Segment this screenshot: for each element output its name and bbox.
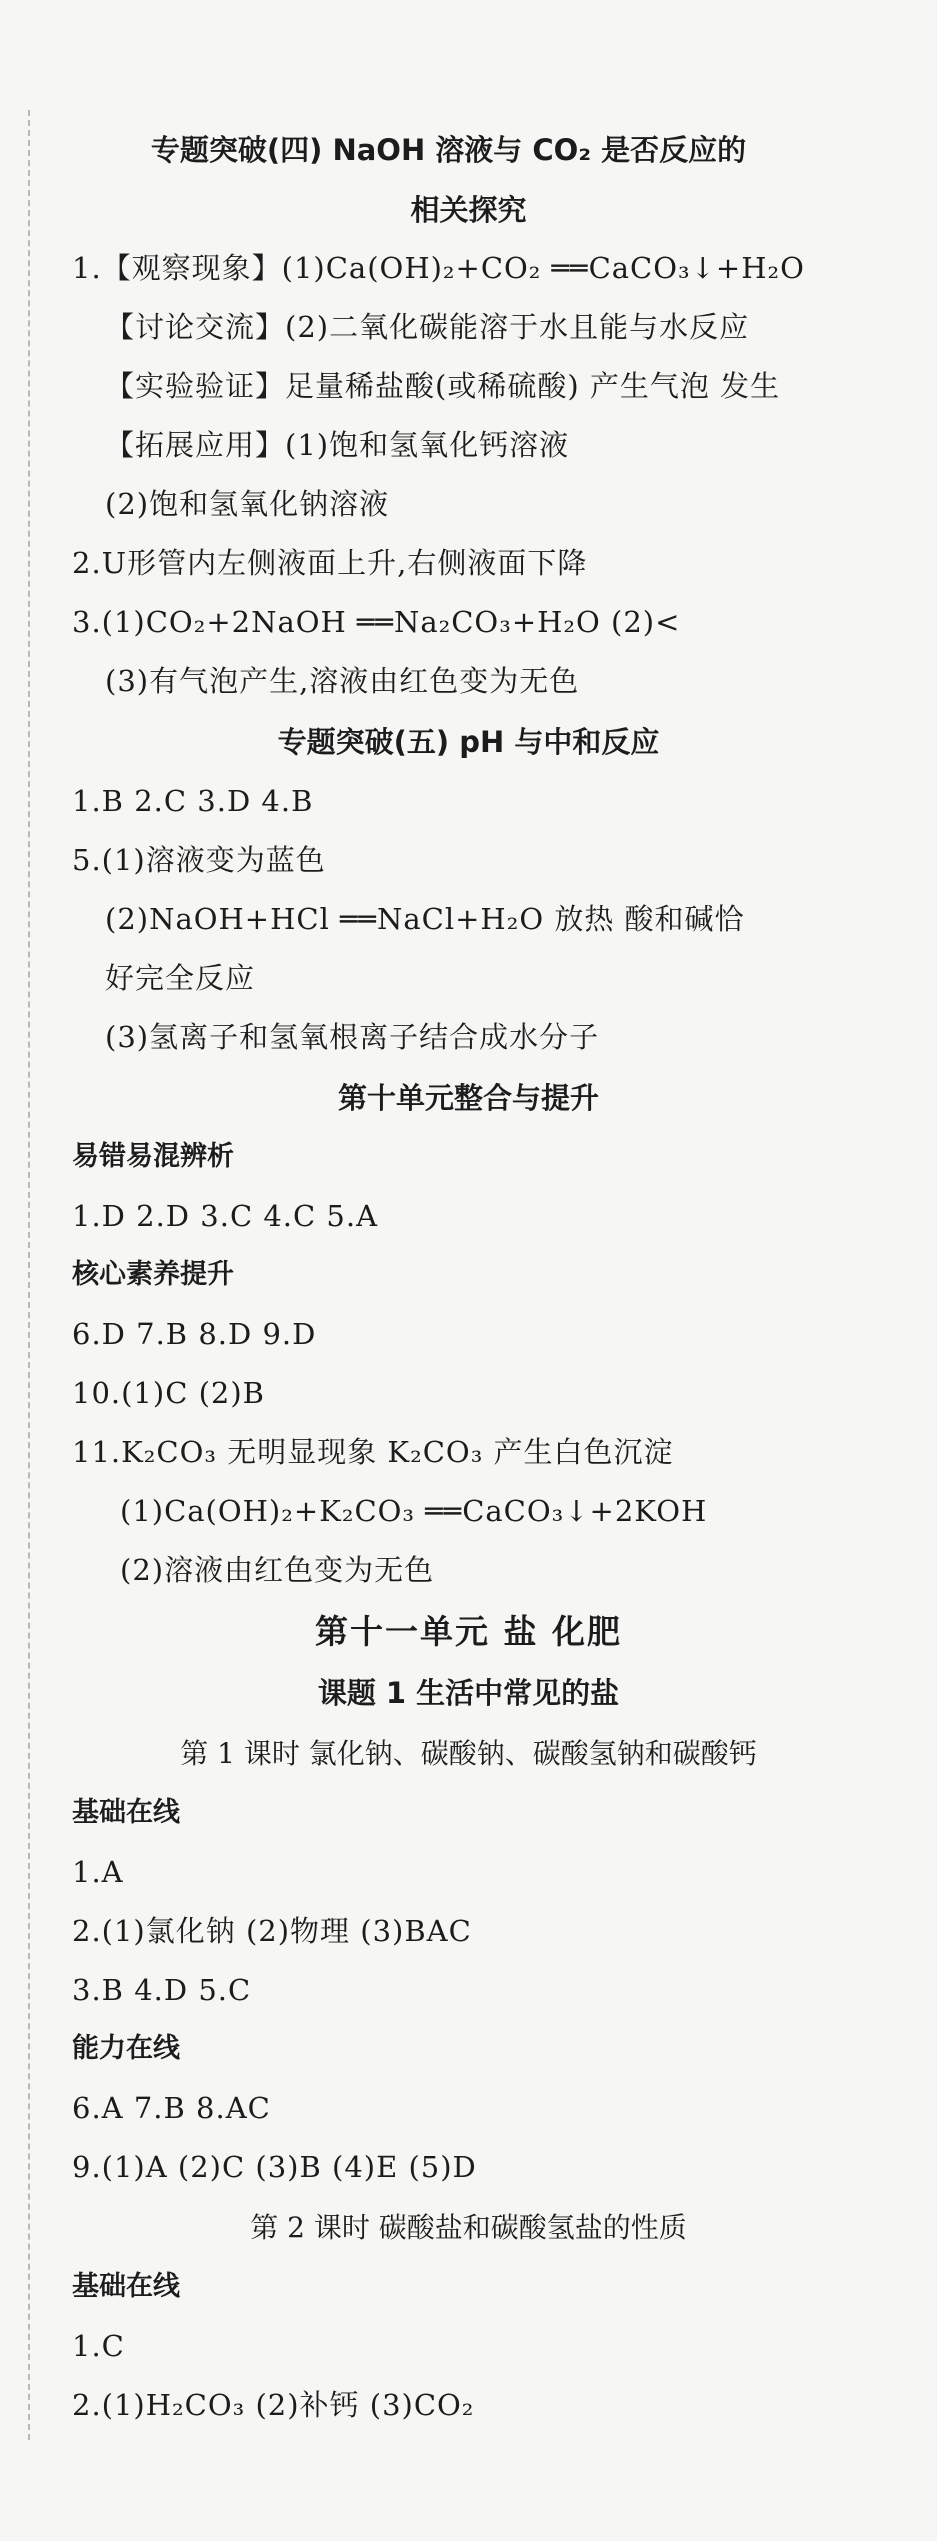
answer-line: 3.(1)CO₂+2NaOH ══Na₂CO₃+H₂O (2)< <box>72 605 681 639</box>
answer-line: (2)饱和氢氧化钠溶液 <box>105 487 390 521</box>
lesson-1-heading: 课题 1 生活中常见的盐 <box>317 1676 620 1710</box>
answer-line: 1.C <box>72 2329 125 2363</box>
answer-line: 2.U形管内左侧液面上升,右侧液面下降 <box>72 546 588 580</box>
answer-line: 6.D 7.B 8.D 9.D <box>72 1317 317 1351</box>
answer-line: 好完全反应 <box>105 961 256 995</box>
answer-line: 5.(1)溶液变为蓝色 <box>72 843 326 877</box>
topic-heading-4: 专题突破(四) NaOH 溶液与 CO₂ 是否反应的 <box>150 133 747 167</box>
answer-line: 2.(1)氯化钠 (2)物理 (3)BAC <box>72 1914 472 1948</box>
unit-10-summary-heading: 第十单元整合与提升 <box>337 1081 599 1115</box>
margin-dashed-rule <box>28 110 30 2440</box>
answer-line: 【讨论交流】(2)二氧化碳能溶于水且能与水反应 <box>105 310 750 344</box>
answer-line: 【拓展应用】(1)饱和氢氧化钙溶液 <box>105 428 570 462</box>
topic-heading-4-cont: 相关探究 <box>410 193 527 227</box>
answer-line: 2.(1)H₂CO₃ (2)补钙 (3)CO₂ <box>72 2388 475 2422</box>
unit-11-heading: 第十一单元 盐 化肥 <box>315 1612 622 1651</box>
answer-line: 1.A <box>72 1855 124 1889</box>
answer-line: (1)Ca(OH)₂+K₂CO₃ ══CaCO₃↓+2KOH <box>120 1494 708 1528</box>
answer-line: 1.B 2.C 3.D 4.B <box>72 784 314 818</box>
answer-line: 6.A 7.B 8.AC <box>72 2091 271 2125</box>
answer-line: (2)NaOH+HCl ══NaCl+H₂O 放热 酸和碱恰 <box>105 902 745 936</box>
answer-line: 9.(1)A (2)C (3)B (4)E (5)D <box>72 2150 477 2184</box>
answer-line: (3)有气泡产生,溶液由红色变为无色 <box>105 664 580 698</box>
section-label: 基础在线 <box>72 1797 180 1828</box>
section-label: 基础在线 <box>72 2271 180 2302</box>
answer-line: 【实验验证】足量稀盐酸(或稀硫酸) 产生气泡 发生 <box>105 369 781 403</box>
period-1-heading: 第 1 课时 氯化钠、碳酸钠、碳酸氢钠和碳酸钙 <box>180 1737 757 1770</box>
answer-line: 1.D 2.D 3.C 4.C 5.A <box>72 1199 379 1233</box>
answer-line: 11.K₂CO₃ 无明显现象 K₂CO₃ 产生白色沉淀 <box>72 1435 674 1469</box>
section-label: 易错易混辨析 <box>72 1141 234 1172</box>
answer-line: 10.(1)C (2)B <box>72 1376 265 1410</box>
answer-line: (3)氢离子和氢氧根离子结合成水分子 <box>105 1020 600 1054</box>
section-label: 核心素养提升 <box>72 1259 234 1290</box>
answer-line: (2)溶液由红色变为无色 <box>120 1553 435 1587</box>
answer-line: 3.B 4.D 5.C <box>72 1973 252 2007</box>
topic-heading-5: 专题突破(五) pH 与中和反应 <box>277 725 660 759</box>
answer-line: 1.【观察现象】(1)Ca(OH)₂+CO₂ ══CaCO₃↓+H₂O <box>72 251 805 285</box>
section-label: 能力在线 <box>72 2033 180 2064</box>
period-2-heading: 第 2 课时 碳酸盐和碳酸氢盐的性质 <box>250 2211 687 2244</box>
